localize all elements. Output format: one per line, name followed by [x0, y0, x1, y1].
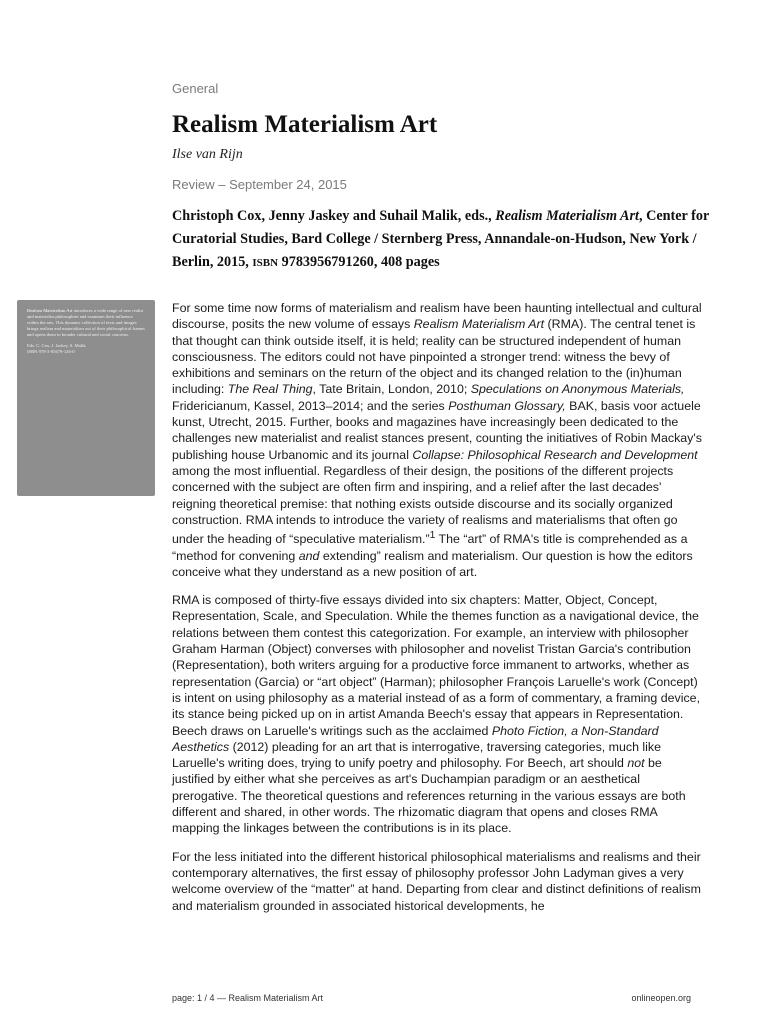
- bibliography-book-title: Realism Materialism Art: [495, 208, 639, 224]
- bibliography-publisher: , Center for Curatorial Studies, Bard College / Sternberg Press, Annandale-on-Hudson, New York / Berlin, 2015,: [172, 208, 709, 270]
- p1-italic-5: Collapse: Philosophical Research and Development: [412, 447, 698, 462]
- p1-italic-2: The Real Thing: [227, 382, 313, 397]
- cover-isbn: ISBN 978-3-95679-126-0: [27, 349, 75, 354]
- cover-blurb: [27, 308, 145, 338]
- cover-blurb-text: introduces a wide range of new realist and materialist philosophies and examines their influence within the arts. This dynamic collection of texts and images brings realism and materialism out of their philosophical frames and opens them to broader cultural and social concerns.: [27, 308, 145, 337]
- p1-italic-1: Realism Materialism Art: [413, 317, 545, 332]
- bibliography-isbn-label: ISBN: [252, 257, 279, 269]
- category-label[interactable]: General: [172, 81, 219, 96]
- p1-text-5: BAK, basis voor actuele kunst, Utrecht, 2015. Further, books and magazines have increasingly been dedicated to the challenges new materialist and realist stances present, counting the initiatives of Robin Mackay's publishing house Urbanomic and its journal: [172, 398, 702, 462]
- p1-text-6: among the most influential. Regardless of their design, the positions of the different projects concerned with the subject are often firm and inspiring, and a relief after the last decades' reigning theoretical premise: that nothing exists outside discourse and its socially organized construction. RMA intends to introduce the variety of realisms and materialisms that often go under the heading of “speculative materialism.”: [172, 463, 678, 547]
- bibliography: [172, 205, 712, 275]
- p2-text-3: be justified by either what she perceives as art's Duchampian paradigm or an aesthetical prerogative. The theoretical questions and references returning in the various essays are both different and shared, in other words. The rhizomatic diagram that opens and closes RMA mapping the linkages between the contributions is in its place.: [172, 756, 686, 836]
- footnote-link-1[interactable]: 1: [429, 530, 436, 542]
- p1-italic-6: and: [298, 548, 320, 563]
- article-body: [172, 300, 706, 926]
- cover-book-title: Realism Materialism Art: [27, 308, 73, 313]
- author-name[interactable]: Ilse van Rijn: [172, 147, 243, 162]
- p1-italic-3: Speculations on Anonymous Materials,: [470, 382, 685, 397]
- article-title: Realism Materialism Art: [172, 111, 438, 138]
- footer-page-info: page: 1 / 4 — Realism Materialism Art: [172, 993, 324, 1003]
- cover-credits: [27, 343, 145, 355]
- p1-text-3: , Tate Britain, London, 2010;: [312, 382, 471, 397]
- p1-italic-4: Posthuman Glossary,: [448, 398, 566, 413]
- article-meta: Review – September 24, 2015: [172, 177, 347, 192]
- p2-text-1: RMA is composed of thirty-five essays divided into six chapters: Matter, Object, Concept, Representation, Scale, and Speculation. While the themes function as a navigational device, the relations between them contest this categorization. For example, an interview with philosopher Graham Harman (Object) converses with philosopher and novelist Tristan Garcia's contribution (Representation), both writers arguing for a productive force immanent to artworks, whether as representation (Garcia) or “art object” (Harman); philosopher François Laruelle's work (Concept) is intent on using philosophy as a material instead of as a form of commentary, a framing device, its stance being picked up on in artist Amanda Beech's essay that appears in Representation. Beech draws on Laruelle's writings such as the acclaimed: [172, 593, 701, 738]
- p2-italic-2: not: [627, 756, 645, 771]
- p1-text-2: (RMA). The central tenet is that thought can think outside itself, it is held; reality can be structured independent of human consciousness. The editors could not have pinpointed a stronger trend: witness the bevy of exhibitions and seminars on the return of the object and its changed relation to the (in)human including:: [172, 317, 696, 397]
- footer-site-link[interactable]: onlineopen.org: [631, 993, 691, 1003]
- paragraph-1: [172, 300, 706, 580]
- p1-text-8: extending” realism and materialism. Our question is how the editors conceive what they understand as a new position of art.: [172, 548, 693, 579]
- p2-text-2: (2012) pleading for an art that is interrogative, traversing categories, much like Laruelle's writing does, trying to unify poetry and philosophy. For Beech, art should: [172, 739, 661, 771]
- paragraph-3: For the less initiated into the different historical philosophical materialisms and realisms and their contemporary alternatives, the first essay of philosophy professor John Ladyman gives a very welcome overview of the “matter” at hand. Departing from clear and distinct definitions of realism and materialism grounded in associated historical developments, he: [172, 849, 701, 913]
- p2-italic-1: Photo Fiction, a Non-Standard Aesthetics: [172, 723, 659, 754]
- paragraph-2: [172, 592, 706, 836]
- p1-text-4: Fridericianum, Kassel, 2013–2014; and the series: [172, 398, 449, 413]
- bibliography-isbn: 9783956791260, 408 pages: [281, 254, 440, 270]
- bibliography-editors: Christoph Cox, Jenny Jaskey and Suhail Malik, eds.,: [172, 208, 492, 224]
- p1-text-7: The “art” of RMA's title is comprehended as a “method for convening: [172, 532, 688, 563]
- book-cover-image: [17, 300, 155, 496]
- cover-editors: Eds. C. Cox, J. Jaskey, S. Malik: [27, 343, 86, 348]
- p1-text-1: For some time now forms of materialism and realism have been haunting intellectual and cultural discourse, posits the new volume of essays: [172, 301, 702, 332]
